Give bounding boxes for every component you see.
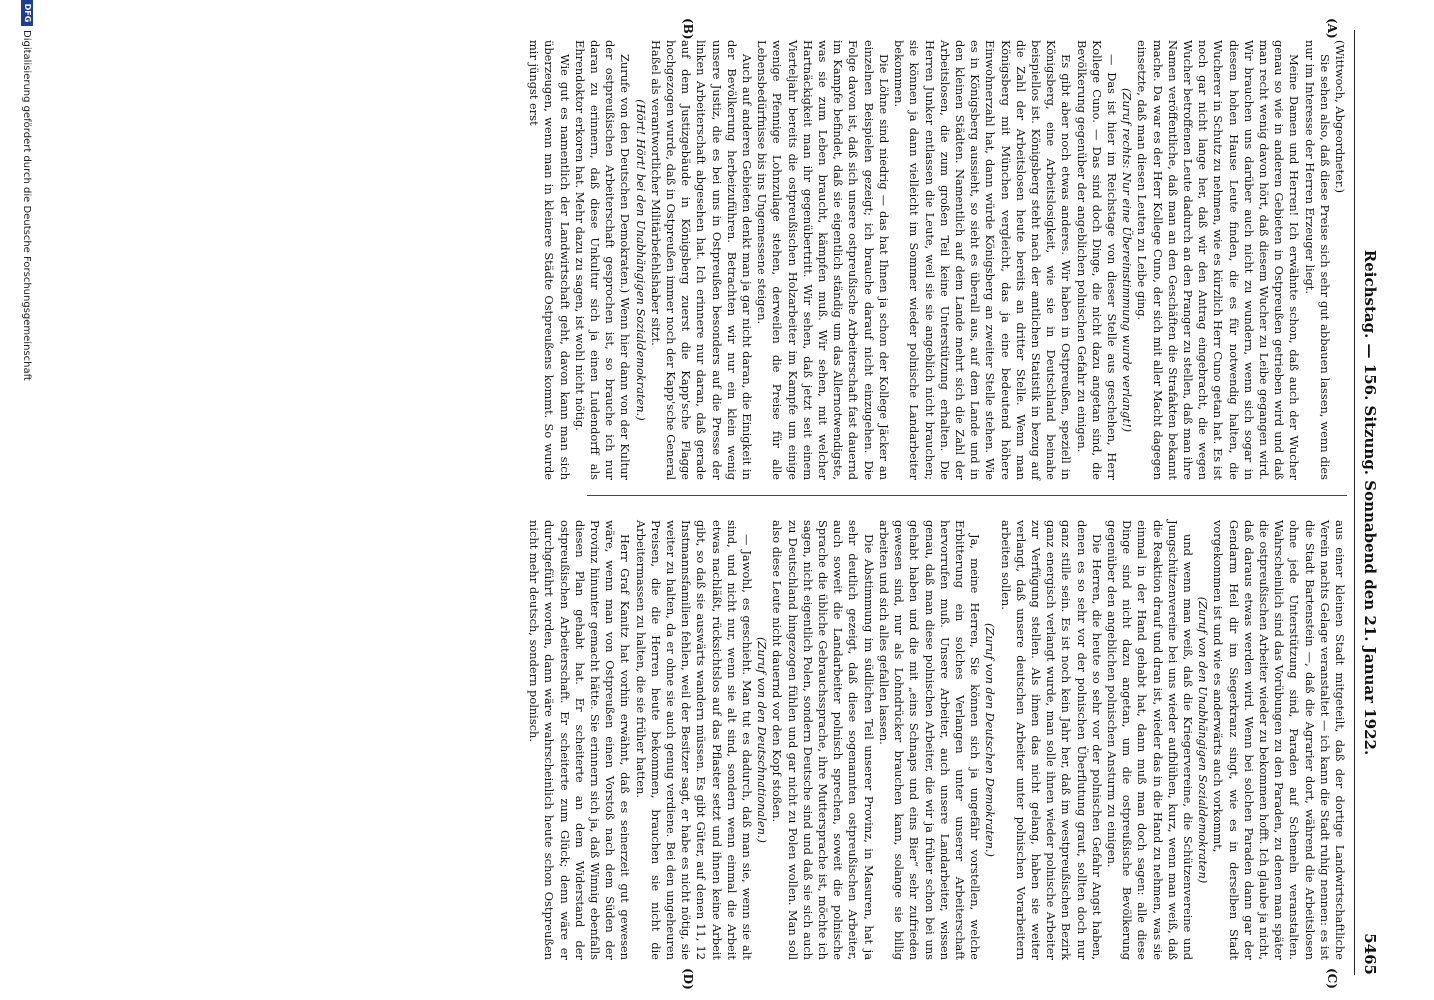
paragraph: Die Herren, die heute so sehr vor der polnischen Gefahr Angst haben, denen es so sehr vor der polnischen Überflutung graut, sollten doch nur ganz stille sein. Es ist noch kein Jahr her, daß im westpreußischen Bezirk ganz energisch verlangt wurde, man solle ihnen wieder polnische Arbeiter zur Verfügung stellen. Als ihnen das nicht gelang, haben sie weiter verlangt, daß unsere deutschen Arbeiter unter polnischen Vorarbeitern arbeiten sollen. [998,520,1104,960]
interjection: (Zuruf rechts: Nur eine Übereinstimmung wurde verlangt!) [1120,87,1135,433]
margin-marker-d: (D) [681,968,695,990]
speaker-line: (Wittwoch, Abgeordneter.) [1333,40,1347,194]
dfg-logo: DFG [21,0,33,26]
paragraph: Herr Graf Kanitz hat vorhin erwähnt, daß es seinerzeit gut gewesen wäre, wenn man von Ostpreußen einen Vorstoß nach dem Süden der Provinz hinunter gemacht hätte. Sie erinnern sich ja, daß Winnig ebenfalls diesen Plan gehabt hat. Er scheiterte an dem Widerstand der ostpreußischen Arbeiterschaft. Er scheiterte zum Glück; denn wäre er durchgeführt worden, dann wäre wahrscheinlich heute schon Ostpreußen nicht mehr deutsch, sondern polnisch. [527,520,633,960]
digitization-footer [21,0,33,1000]
page-number: 5465 [1361,933,1379,975]
page-header [1354,30,1383,975]
paragraph: Ja, meine Herren, Sie können sich ja ungefähr vorstellen, welche Erbitterung ein solches Verlangen unter unserer Arbeiterschaft hervorrufen muß. Unsere Arbeiter, auch unsere Landarbeiter, wissen genau, daß man diese polnischen Arbeiter, die wir ja früher schon bei uns gehabt haben und die mit „eins Schnaps und eins Bier“ sehr zufrieden gewesen sind, nur als Lohndrücker brauchen kann, solange sie billig arbeiten und sich alles gefallen lassen. [876,520,983,960]
paragraph: — Jawohl, es geschieht. Man tut es dadurch, daß man sie, wenn sie alt sind, und nicht nur, wenn sie alt sind, sondern wenn einmal die Arbeit etwas nachläßt, rücksichtslos auf das Pflaster setzt und ihnen keine Arbeit gibt, so daß sie auswärts wandern müssen. Es gibt Güter, auf denen 11, 12 Instmannsfamilien fehlen, weil der Besitzer sagt, er habe es nicht nötig, sie weiter zu halten, da er ohne sie auch genug verdiene. Bei den ungeheuren Preisen, die die Herren heute bekommen, brauchen sie nicht die Arbeitermassen zu halten, die sie früher hatten. [633,520,755,960]
paragraph: Die Abstimmung im südlichen Teil unserer Provinz, in Masuren, hat ja sehr deutlich gezeigt, daß diese sogenannten ostpreußischen Arbeiter, auch soweit die Landarbeiter polnisch sprechen, soweit die polnische Sprache die übliche Gebrauchssprache, ihre Muttersprache ist, möchte ich sagen, nicht eigentlich Polen, sondern Deutsche sind und daß sie sich auch zu Deutschland hingezogen fühlen und gar nicht zu Polen wollen. Man soll also diese Leute nicht dauernd vor den Kopf stoßen. [770,520,876,960]
paragraph: aus einer kleinen Stadt mitgeteilt, daß der dortige Landwirtschaftliche Verein nachts Gelage veranstaltet — ich kann die Stadt ruhig nennen: es ist die Stadt Bartenstein —, daß die Agrarier dort, während die Arbeitslosen ohne jede Unterstützung sind, Paraden auf Schemeln veranstalten. Wahrscheinlich sind das Vorübungen zu den Paraden, zu denen man später die ostpreußischen Arbeiter wieder zu bekommen hofft. Ich glaube ja nicht, daß daraus etwas werden wird. Wenn bei solchen Paraden dann gar der Gendarm Heil dir im Siegerkranz singt, wie es in derselben Stadt vorgekommen ist und wie es anderwärts auch vorkommt, [1211,520,1347,960]
paragraph: — Das ist hier im Reichstage von dieser Stelle aus geschehen, Herr Kollege Cuno. — Das sind doch Dinge, die nicht dazu angetan sind, die Bevölkerung gegenüber der angeblichen polnischen Gefahr zu einigen. [1074,40,1119,480]
interjection: (Zuruf von den Unabhängigen Sozialdemokraten) [1196,596,1211,884]
margin-marker-b: (B) [681,18,695,40]
margin-marker-a: (A) [1325,18,1339,39]
paragraph: Meine Damen und Herren! Ich erwähnte schon, daß auch der Wucher genau so wie in anderen Gebieten in Ostpreußen getrieben wird und daß man recht wenig davon hört, daß diesem Wucher zu Leibe gegangen wird. Wir brauchen uns darüber auch nicht zu wundern, wenn sich sogar in diesem hohen Hause Leute finden, die es für notwendig halten, die Wucherer in Schutz zu nehmen, wie es kürzlich Herr Cuno getan hat. Es ist noch gar nicht lange her, daß wir den Antrag eingebracht, die wegen Wucher betroffenen Leute dadurch an den Pranger zu stellen, daß man ihre Namen veröffentliche, daß man an den Geschäften die Strafakten bekannt mache. Da war es der Herr Kollege Cuno, der sich mit aller Macht dagegen einsetzte, daß man diesen Leuten zu Leibe ging. [1135,40,1302,480]
interjection: (Zuruf von den Deutschen Demokraten.) [983,623,998,857]
interjection: (Zuruf von den Deutschnationalen.) [755,636,770,844]
paragraph: Auch auf anderen Gebieten denkt man ja gar nicht daran, die Einigkeit in der Bevölkerung herbeizuführen. Betrachten wir nur ein klein wenig unsere Justiz, die es bei uns in Ostpreußen besonders auf die Presse der linken Arbeiterschaft abgesehen hat. Ich erinnere nur daran, daß gerade auf dem Justizgebäude in Königsberg zuerst die Kapp'sche Flagge hochgezogen wurde, daß in Ostpreußen immer noch der Kapp'sche General Haßel als verantwortlicher Militärbefehlshaber sitzt. [648,40,755,480]
left-column [527,40,1347,480]
right-column [527,520,1347,960]
paragraph: Sie sehen also, daß diese Preise sich sehr gut abbauen lassen, wenn dies nur im Interesse der Herren Erzeuger liegt. [1302,40,1332,480]
column-divider [587,495,1347,496]
paragraph: Wie gut es namentlich der Landwirtschaft geht, davon kann man sich überzeugen, wenn man in kleinere Städte Ostpreußens kommt. So wurde mir jüngst erst [527,40,572,480]
footer-text: Digitalisierung gefördert durch die Deutsche Forschungsgemeinschaft [21,30,32,381]
margin-marker-c: (C) [1325,968,1339,989]
paragraph: und wenn man weiß, daß die Kriegervereine, die Schützenvereine und Jungschützenvereine bei uns wieder aufblühen, kurz, wenn man weiß, daß die Reaktion drauf und dran ist, wieder das in die Hand zu nehmen, was sie einmal in der Hand gehabt hat, dann muß man doch sagen: alle diese Dinge sind nicht dazu angetan, um die ostpreußische Bevölkerung gegenüber den angeblichen polnischen Ansturm zu einigen. [1104,520,1195,960]
interjection: (Hört! Hört! bei den Unabhängigen Sozialdemokraten.) [633,99,648,421]
paragraph: Die Löhne sind niedrig — das hat Ihnen ja schon der Kollege Jäcker an einzelnen Beispielen gezeigt; ich brauche darauf nicht einzugehen. Die Folge davon ist, daß sich unsere ostpreußische Arbeiterschaft fast dauernd im Kampfe befindet, daß sie eigentlich ständig um das Allernotwendigste, was sie zum Leben braucht, kämpfen muß. Wir sehen, mit welcher Hartnäckigkeit man ihr gegenübertritt. Wir sehen, daß jetzt seit einem Vierteljahr bereits die ostpreußischen Holzarbeiter im Kampfe um einige wenige Pfennige Lohnzulage stehen, derweilen die Preise für alle Lebensbedürfnisse bis ins Ungemessene steigen. [755,40,891,480]
header-title: Reichstag. — 156. Sitzung. Sonnabend den 21. Januar 1922. [1361,249,1379,756]
paragraph: Zurufe von den Deutschen Demokraten.) Wenn hier dann von der Kultur der ostpreußischen Arbeiterschaft gesprochen ist, so brauche ich nur daran zu erinnern, daß diese Unkultur sich ja einen Ludendorff als Ehrendoktor erkoren hat. Mehr dazu zu sagen, ist wohl nicht nötig. [572,40,633,480]
paragraph: Es gibt aber noch etwas anderes. Wir haben in Ostpreußen, speziell in Königsberg, eine Arbeitslosigkeit, wie sie in Deutschland beinahe beispiellos ist. Königsberg steht nach der amtlichen Statistik in bezug auf die Zahl der Arbeitslosen heute bereits an dritter Stelle. Wenn man Königsberg mit München vergleicht, das ja eine bedeutend höhere Einwohnerzahl hat, dann würde Königsberg an zweiter Stelle stehen. Wie es in Königsberg aussieht, so sieht es überall aus, auf dem Lande und in den kleinen Städten. Namentlich auf dem Lande mehrt sich die Zahl der Arbeitslosen, die zum großen Teil keine Unterstützung erhalten. Die Herren Junker entlassen die Leute, weil sie sie angeblich nicht brauchen; sie können ja dann vielleicht im Sommer wieder polnische Landarbeiter bekommen. [892,40,1074,480]
